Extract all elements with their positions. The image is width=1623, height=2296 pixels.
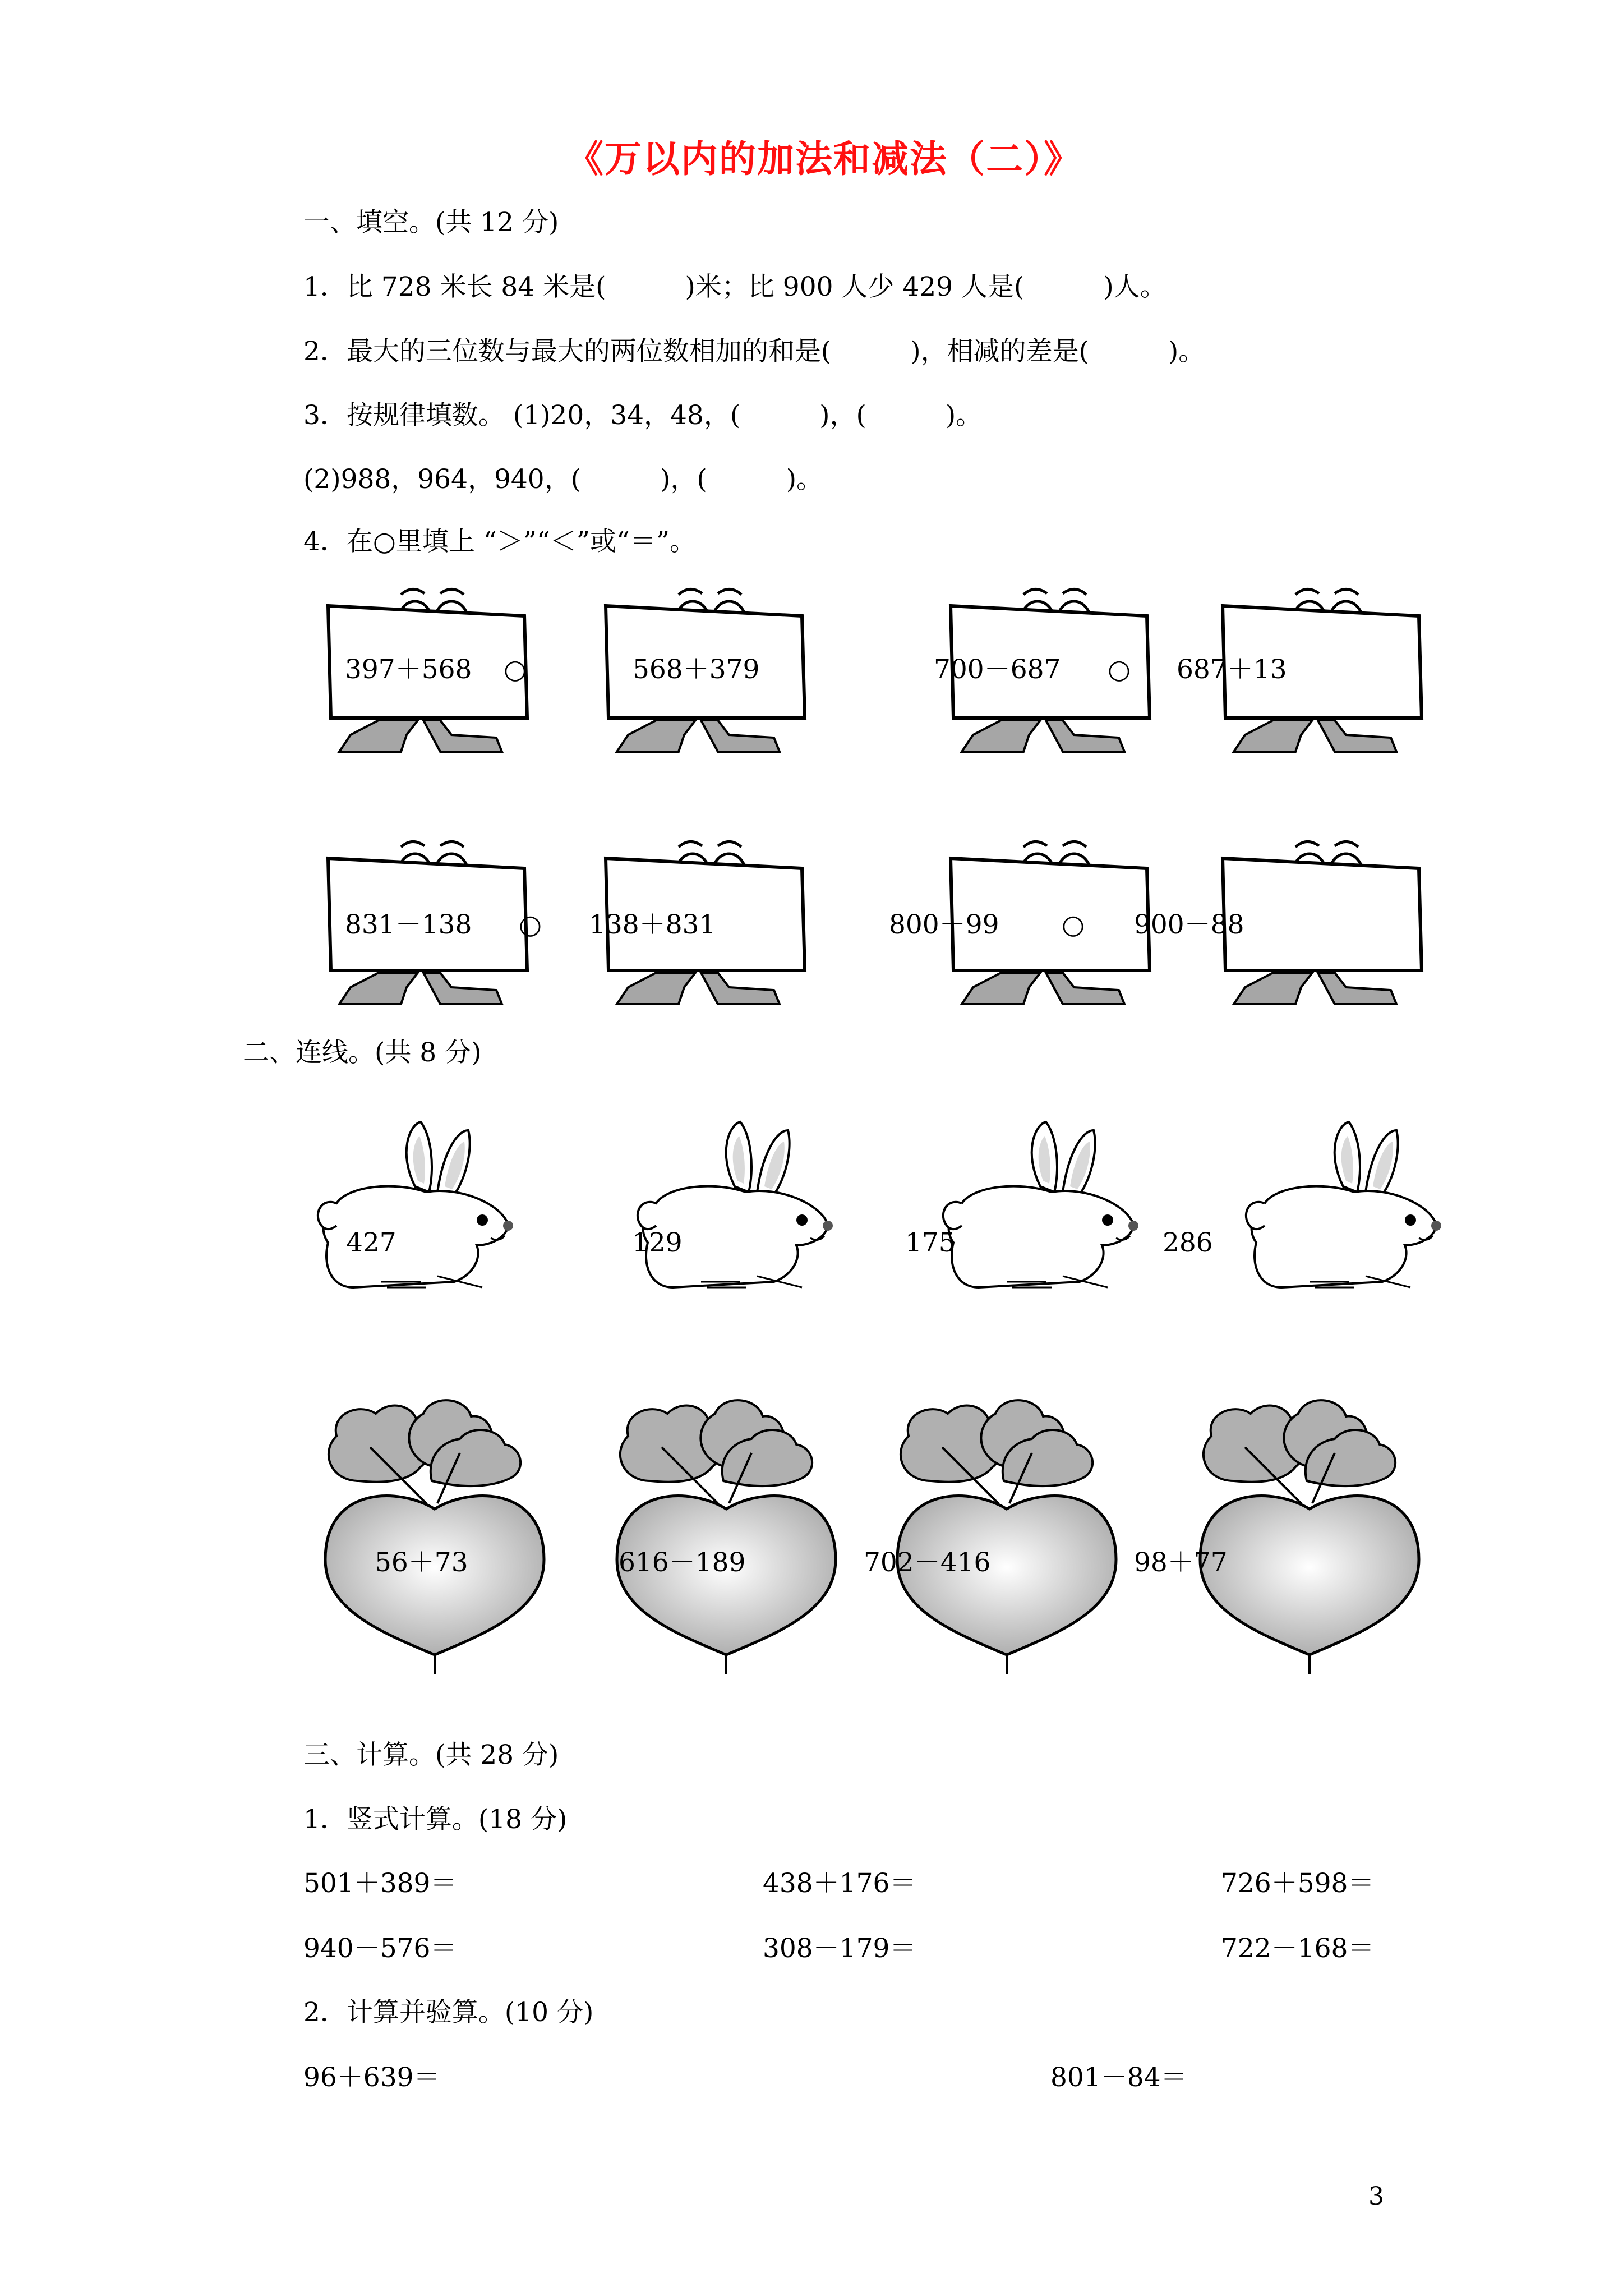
radish-expression: 616－189 (619, 1547, 746, 1578)
rabbit-number: 427 (346, 1227, 396, 1258)
page-number: 3 (1368, 2182, 1384, 2211)
rabbit-icon (314, 1119, 538, 1299)
question-3a: 3．按规律填数。 (1)20，34，48，( )，( )。 (303, 400, 983, 431)
compare-circle[interactable]: ○ (1062, 909, 1085, 940)
radish-expression: 702－416 (864, 1547, 991, 1578)
section2-heading: 二、连线。(共 8 分) (243, 1037, 482, 1068)
compare-left: 831－138 (345, 909, 472, 940)
radish-icon (320, 1391, 555, 1683)
radish-icon (611, 1391, 847, 1683)
question-3b: (2)988，964，940，( )，( )。 (303, 464, 823, 495)
compare-circle[interactable]: ○ (504, 654, 527, 685)
section3-heading: 三、计算。(共 28 分) (303, 1740, 559, 1770)
radish-expression: 56＋73 (375, 1547, 468, 1578)
rabbit-number: 129 (632, 1227, 683, 1258)
rabbit-icon (939, 1119, 1164, 1299)
compare-left: 800－99 (889, 909, 999, 940)
section1-heading: 一、填空。(共 12 分) (303, 207, 559, 238)
section3-sub1: 1．竖式计算。(18 分) (303, 1804, 568, 1835)
rabbit-number: 286 (1163, 1227, 1213, 1258)
calc-problem: 501＋389＝ (303, 1868, 457, 1899)
compare-right: 138＋831 (589, 909, 716, 940)
calc-problem: 722－168＝ (1221, 1933, 1375, 1964)
question-4: 4．在○里填上 “＞”“＜”或“＝”。 (303, 526, 697, 557)
rabbit-number: 175 (905, 1227, 956, 1258)
compare-left: 700－687 (934, 654, 1061, 685)
calc-problem: 940－576＝ (303, 1933, 457, 1964)
rabbit-icon (634, 1119, 858, 1299)
compare-circle[interactable]: ○ (1108, 654, 1131, 685)
calc-problem: 801－84＝ (1050, 2062, 1187, 2093)
calc-problem: 96＋639＝ (303, 2062, 440, 2093)
compare-right: 900－88 (1134, 909, 1244, 940)
compare-circle[interactable]: ○ (519, 909, 542, 940)
radish-icon (1195, 1391, 1430, 1683)
compare-left: 397＋568 (345, 654, 472, 685)
page-title: 《万以内的加法和减法（二）》 (566, 137, 1082, 181)
compare-right: 568＋379 (633, 654, 760, 685)
question-2: 2．最大的三位数与最大的两位数相加的和是( )，相减的差是( )。 (303, 336, 1205, 367)
calc-problem: 726＋598＝ (1221, 1868, 1375, 1899)
cartoon-card-icon (1223, 836, 1424, 1010)
rabbit-icon (1242, 1119, 1467, 1299)
calc-problem: 308－179＝ (763, 1933, 916, 1964)
radish-expression: 98＋77 (1134, 1547, 1228, 1578)
compare-right: 687＋13 (1177, 654, 1287, 685)
calc-problem: 438＋176＝ (763, 1868, 916, 1899)
question-1: 1．比 728 米长 84 米是( )米；比 900 人少 429 人是( )人。 (303, 272, 1166, 302)
section3-sub2: 2．计算并验算。(10 分) (303, 1997, 594, 2028)
radish-icon (892, 1391, 1127, 1683)
